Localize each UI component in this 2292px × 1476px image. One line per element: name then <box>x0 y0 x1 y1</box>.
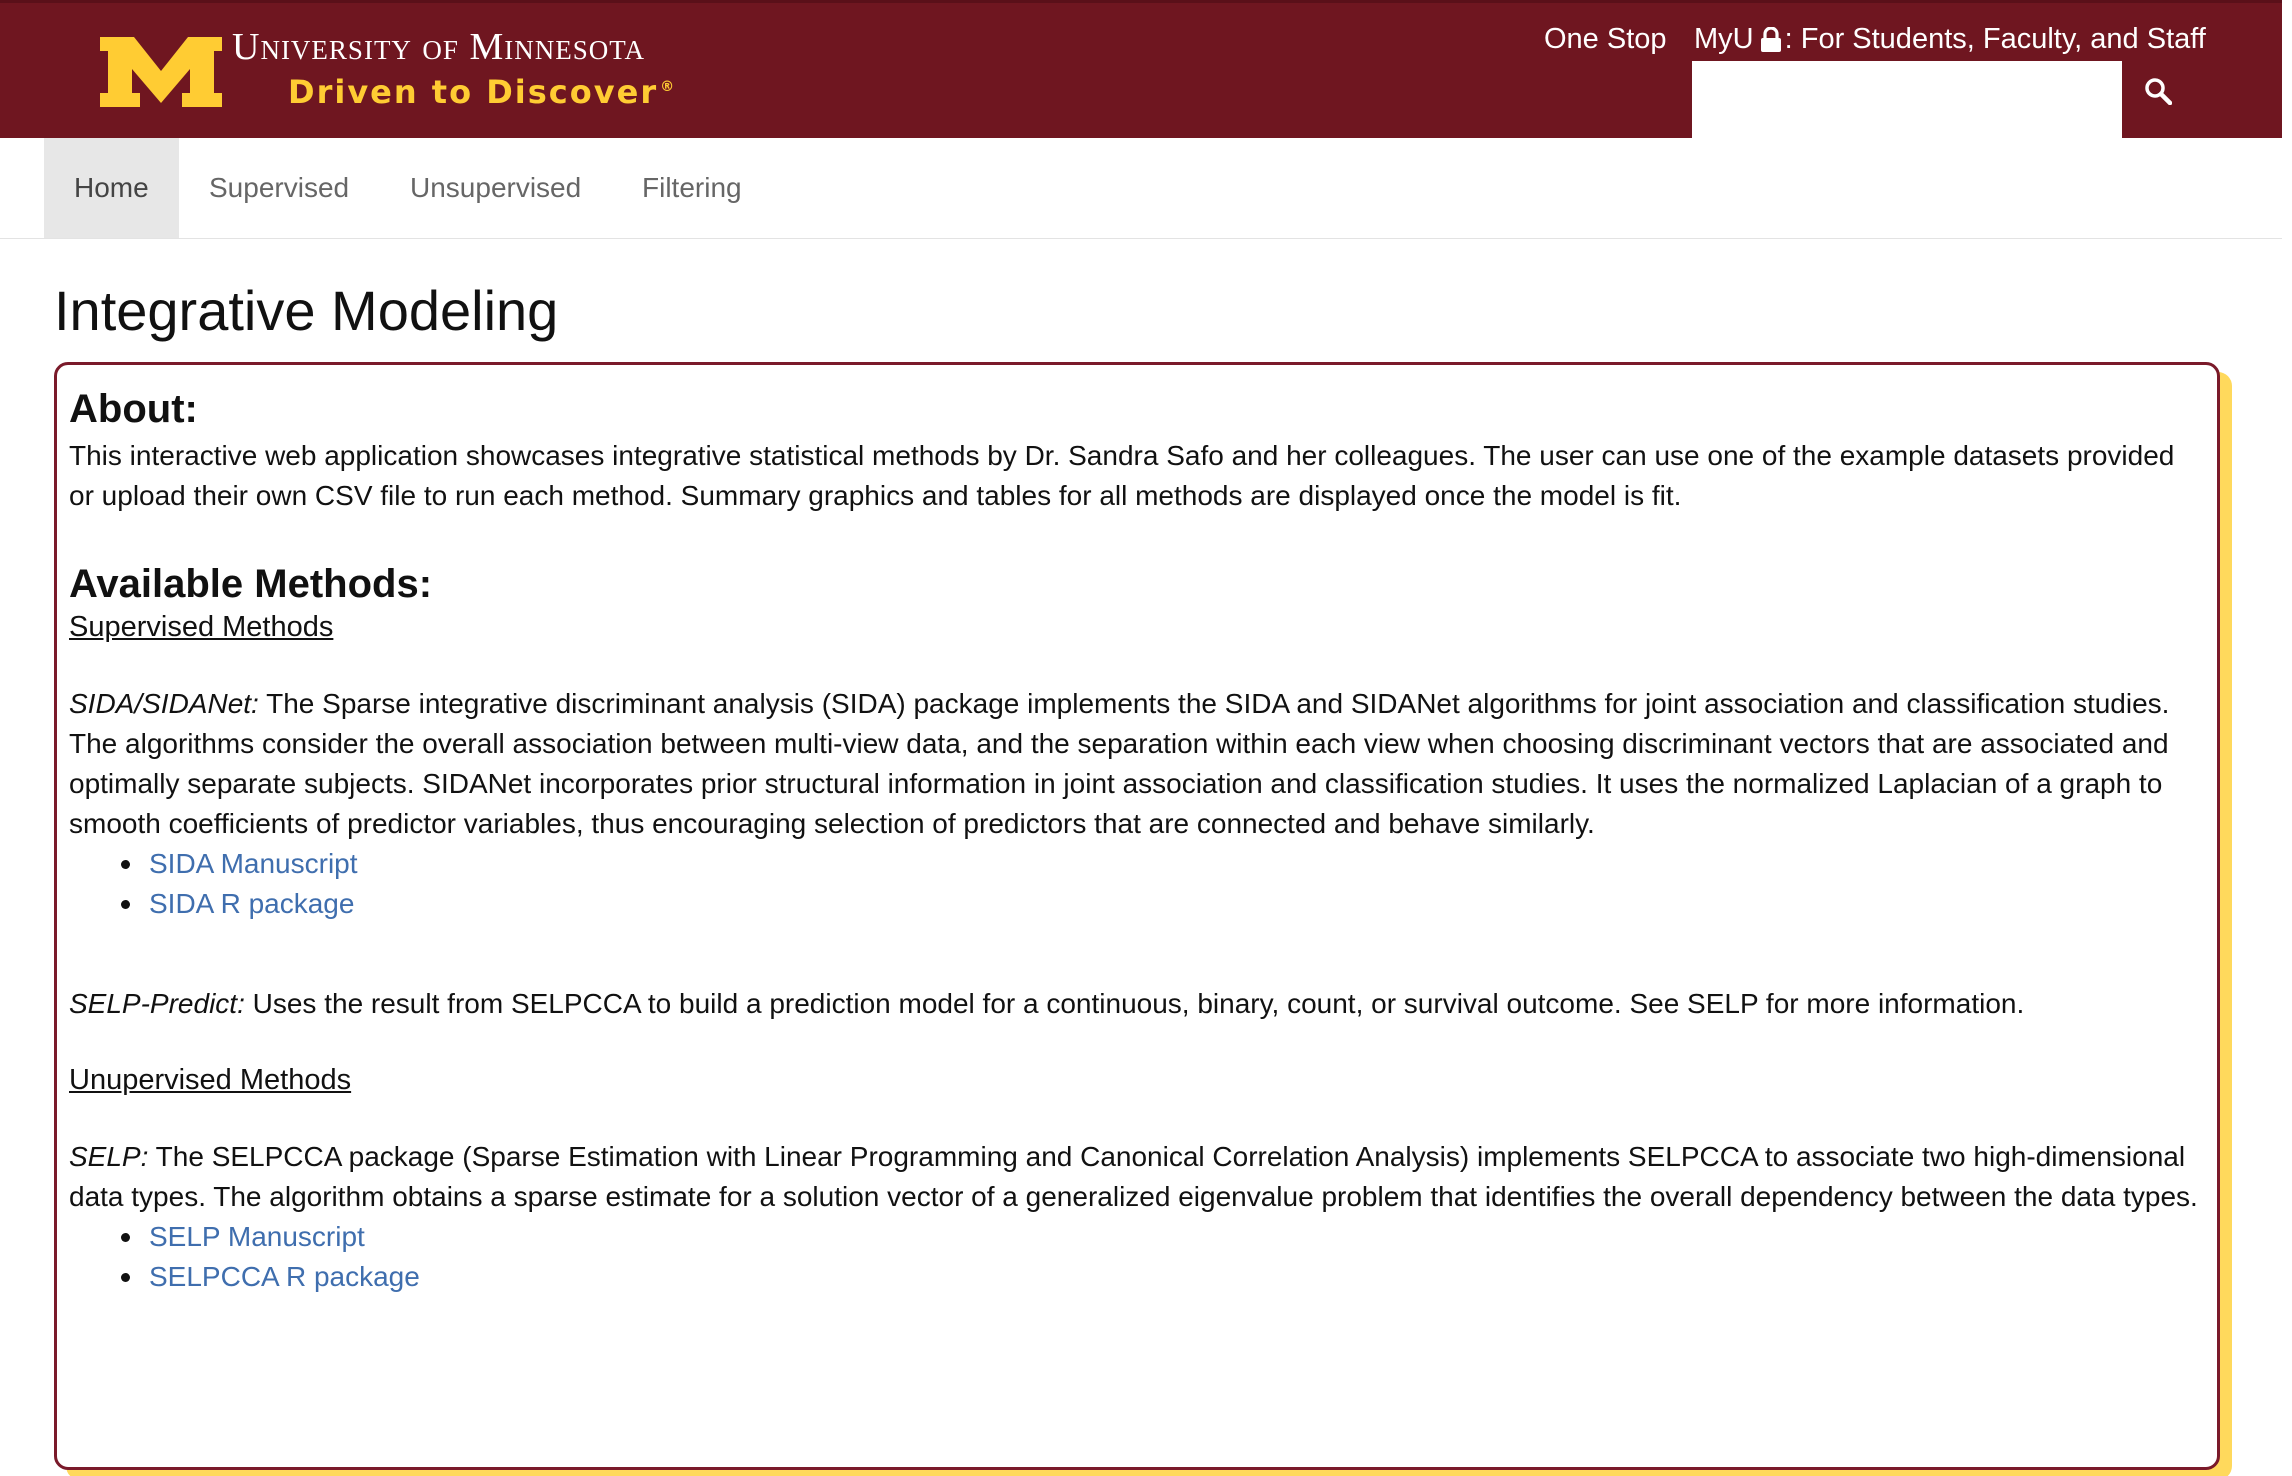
about-text: This interactive web application showcases integrative statistical methods by Dr. Sandra Safo and her colleagues. The user can use one of the example datasets provided or upload their own CSV file to run each method. Summary graphics and tables for all methods are displayed once the model is fit. <box>69 440 2175 511</box>
about-panel <box>54 362 2220 1470</box>
tab-unsupervised[interactable]: Unsupervised <box>410 172 582 203</box>
tagline-text: Driven to Discover <box>288 73 659 111</box>
selp-predict-description <box>69 984 2203 1024</box>
selpcca-r-package-link[interactable]: SELPCCA R package <box>149 1261 420 1292</box>
sida-name: SIDA/SIDANet: <box>69 688 259 719</box>
list-item <box>125 1217 2203 1257</box>
selp-manuscript-link[interactable]: SELP Manuscript <box>149 1221 365 1252</box>
site-header <box>0 0 2282 138</box>
search-icon <box>2144 77 2172 105</box>
page-title: Integrative Modeling <box>54 279 559 342</box>
selp-name: SELP: <box>69 1141 149 1172</box>
university-tagline <box>288 73 676 111</box>
unsupervised-methods-heading: Unupervised Methods <box>69 1064 352 1096</box>
lock-icon <box>1760 27 1782 53</box>
sida-text: The Sparse integrative discriminant analysis (SIDA) package implements the SIDA and SIDANet algorithms for joint association and classification studies. The algorithms consider the overall association between multi-view data, and the separation within each view when choosing discriminant vectors that are associated and optimally separate subjects. SIDANet incorporates prior structural information in joint association and classification studies. It uses the normalized Laplacian of a graph to smooth coefficients of predictor variables, thus encouraging selection of predictors that are connected and behave similarly. <box>69 688 2170 839</box>
university-m-logo-icon[interactable] <box>100 37 222 107</box>
supervised-methods-heading: Supervised Methods <box>69 611 334 643</box>
myu-label: MyU <box>1694 23 1754 55</box>
list-item <box>125 844 2203 884</box>
sida-links <box>125 844 2203 924</box>
sida-description <box>69 684 2203 844</box>
tab-home[interactable]: Home <box>44 138 179 238</box>
one-stop-link[interactable]: One Stop <box>1544 23 1667 55</box>
tab-filtering[interactable]: Filtering <box>642 172 742 203</box>
available-methods-heading: Available Methods: <box>69 562 433 606</box>
selp-predict-text: Uses the result from SELPCCA to build a prediction model for a continuous, binary, count, or survival outcome. See SELP for more information. <box>244 988 2025 1019</box>
selp-description <box>69 1137 2203 1217</box>
myu-description: : For Students, Faculty, and Staff <box>1784 23 2206 55</box>
university-name[interactable]: University of Minnesota <box>232 26 646 68</box>
search-input[interactable] <box>1692 61 2122 139</box>
list-item <box>125 884 2203 924</box>
list-item <box>125 1257 2203 1297</box>
myu-link[interactable] <box>1694 23 2206 56</box>
selp-predict-name: SELP-Predict: <box>69 988 245 1019</box>
registered-mark: ® <box>660 79 677 96</box>
tab-supervised[interactable]: Supervised <box>209 172 350 203</box>
search-button[interactable] <box>2124 61 2192 121</box>
sida-manuscript-link[interactable]: SIDA Manuscript <box>149 848 358 879</box>
sida-r-package-link[interactable]: SIDA R package <box>149 888 355 919</box>
selp-text: The SELPCCA package (Sparse Estimation with Linear Programming and Canonical Correlation Analysis) implements SELPCCA to associate two high-dimensional data types. The algorithm obtains a sparse estimate for a solution vector of a generalized eigenvalue problem that identifies the overall dependency between the data types. <box>69 1141 2198 1212</box>
selp-links <box>125 1217 2203 1297</box>
about-heading: About: <box>69 387 198 431</box>
main-nav <box>0 138 2282 239</box>
